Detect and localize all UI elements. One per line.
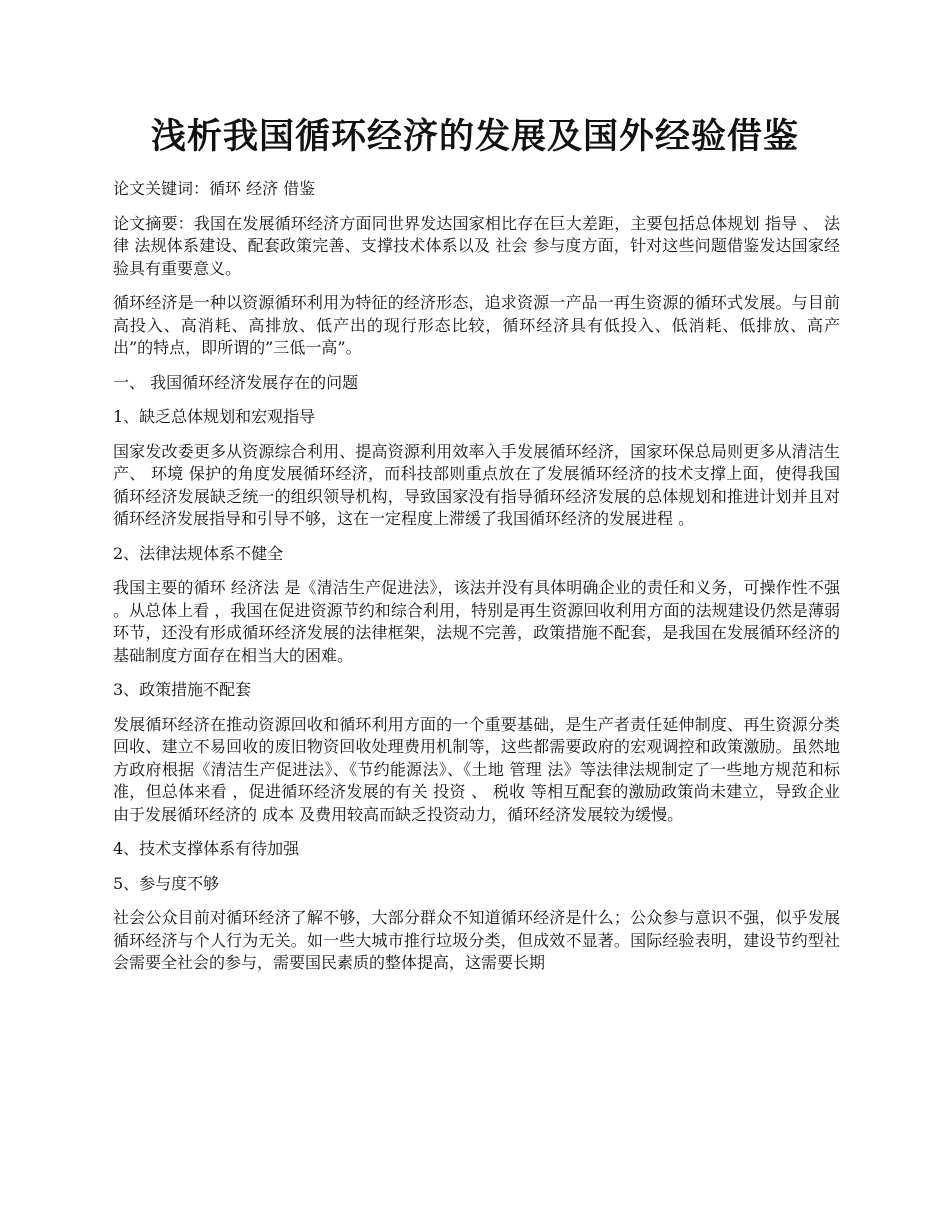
subheading-4: 4、技术支撑体系有待加强 (113, 839, 300, 858)
abstract-paragraph: 论文摘要：我国在发展循环经济方面同世界发达国家相比存在巨大差距，主要包括总体规划 指导 、 法律 法规体系建设、配套政策完善、支撑技术体系以及 社会 参与度方面，针对这些问题借鉴发达国家经验具有重要意义。 (113, 213, 840, 278)
document-body (113, 178, 840, 987)
section-heading-1: 一、 我国循环经济发展存在的问题 (113, 372, 359, 392)
subheading-2: 2、法律法规体系不健全 (113, 543, 284, 563)
document-title: 浅析我国循环经济的发展及国外经验借鉴 (150, 116, 799, 157)
paragraph-5: 社会公众目前对循环经济了解不够，大部分群众不知道循环经济是什么；公众参与意识不强，似乎发展循环经济与个人行为无关。如一些大城市推行垃圾分类，但成效不显著。国际经验表明，建设节约型社会需要全社会的参与，需要国民素质的整体提高，这需要长期 (113, 908, 840, 972)
keywords-line: 论文关键词：循环 经济 借鉴 (113, 179, 316, 198)
paragraph-1: 国家发改委更多从资源综合利用、提高资源利用效率入手发展循环经济，国家环保总局则更多从清洁生产、 环境 保护的角度发展循环经济，而科技部则重点放在了发展循环经济的技术支撑上面，使得我国循环经济发展缺乏统一的组织领导机构，导致国家没有指导循环经济发展的总体规划和推进计划并且对循环经济发展指导和引导不够，这在一定程度上滞缓了我国循环经济的发展进程 。 (113, 441, 840, 528)
paragraph-3: 发展循环经济在推动资源回收和循环利用方面的一个重要基础，是生产者责任延伸制度、再生资源分类回收、建立不易回收的废旧物资回收处理费用机制等，这些都需要政府的宏观调控和政策激励。虽然地方政府根据《清洁生产促进法》、《节约能源法》、《土地 管理 法》等法律法规制定了一些地方规范和标准，但总体来看 ，促进循环经济发展的有关 投资 、 税收 等相互配套的激励政策尚未建立，导致企业由于发展循环经济的 成本 及费用较高而缺乏投资动力，循环经济发展较为缓慢。 (113, 714, 840, 824)
intro-paragraph: 循环经济是一种以资源循环利用为特征的经济形态，追求资源一产品一再生资源的循环式发展。与目前高投入、高消耗、高排放、低产出的现行形态比较，循环经济具有低投入、低消耗、低排放、高产出”的特点，即所谓的”三低一高”。 (113, 293, 840, 357)
subheading-5: 5、参与度不够 (113, 873, 220, 893)
subheading-1: 1、缺乏总体规划和宏观指导 (113, 407, 316, 426)
subheading-3: 3、政策措施不配套 (113, 680, 252, 699)
paragraph-2: 我国主要的循环 经济法 是《清洁生产促进法》，该法并没有具体明确企业的责任和义务，可操作性不强 。从总体上看 ，我国在促进资源节约和综合利用，特别是再生资源回收利用方面的法规建设仍然是薄弱环节，还没有形成循环经济发展的法律框架，法规不完善，政策措施不配套，是我国在发展循环经济的基础制度方面存在相当大的困难。 (113, 578, 840, 665)
